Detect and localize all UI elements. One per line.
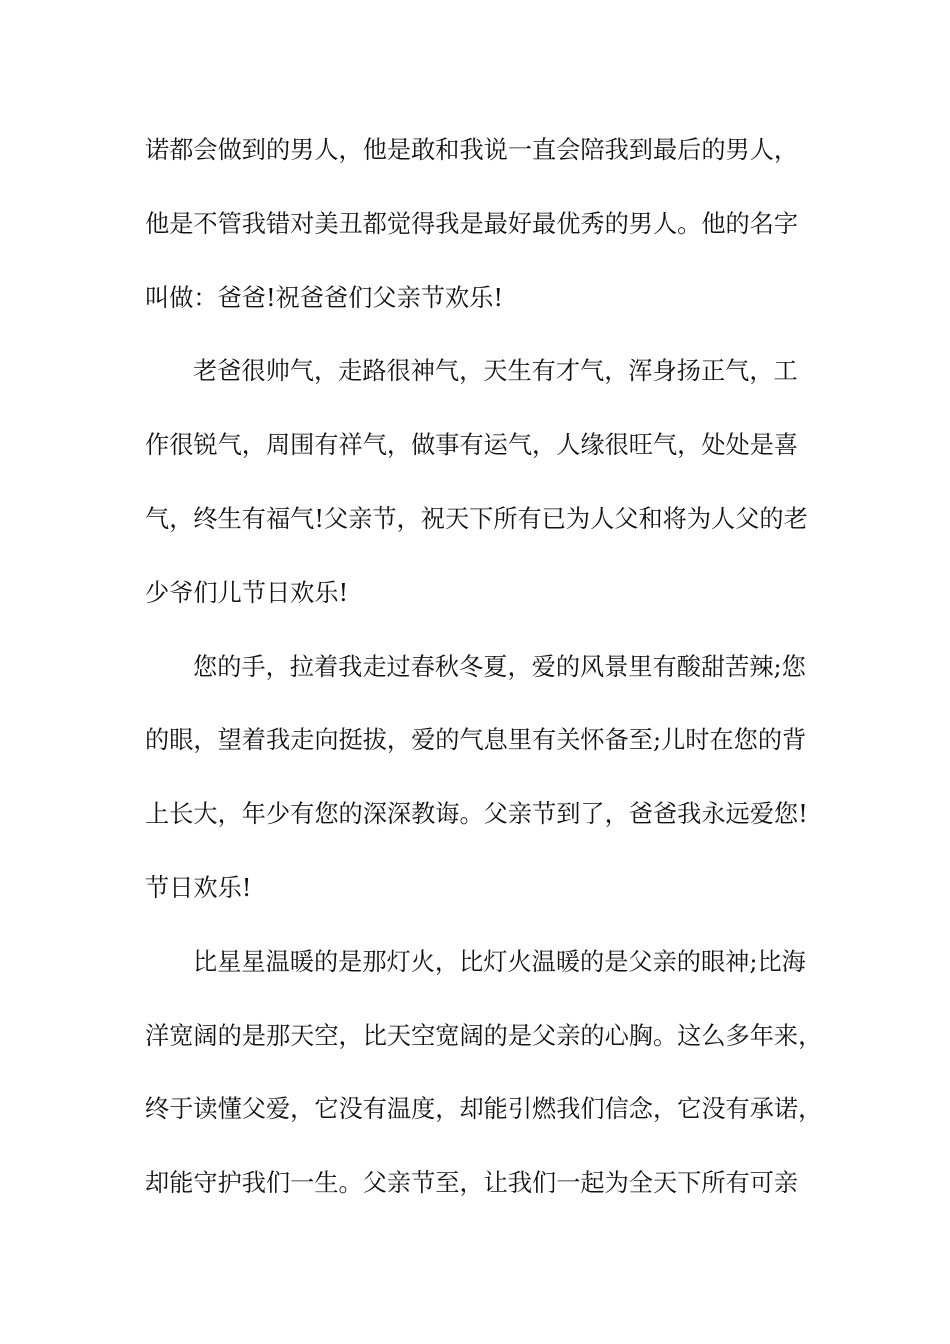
text-line: 的眼，望着我走向挺拔，爱的气息里有关怀备至;儿时在您的背 xyxy=(145,726,807,755)
text-line: 少爷们儿节日欢乐! xyxy=(145,578,349,607)
text-line: 叫做：爸爸!祝爸爸们父亲节欢乐! xyxy=(145,283,504,312)
text-line: 比星星温暖的是那灯火，比灯火温暖的是父亲的眼神;比海 xyxy=(193,947,806,976)
text-line: 作很锐气，周围有祥气，做事有运气，人缘很旺气，处处是喜 xyxy=(145,431,799,460)
text-line: 气，终生有福气!父亲节，祝天下所有已为人父和将为人父的老 xyxy=(145,504,808,533)
text-line: 终于读懂父爱，它没有温度，却能引燃我们信念，它没有承诺， xyxy=(145,1095,823,1124)
text-line: 您的手，拉着我走过春秋冬夏，爱的风景里有酸甜苦辣;您 xyxy=(193,652,806,681)
text-line: 上长大，年少有您的深深教诲。父亲节到了，爸爸我永远爱您! xyxy=(145,800,808,829)
text-line: 洋宽阔的是那天空，比天空宽阔的是父亲的心胸。这么多年来， xyxy=(145,1021,823,1050)
text-line: 他是不管我错对美丑都觉得我是最好最优秀的男人。他的名字 xyxy=(145,209,799,238)
text-line: 诺都会做到的男人，他是敢和我说一直会陪我到最后的男人， xyxy=(145,136,799,164)
body-text xyxy=(145,126,825,1233)
text-line: 节日欢乐! xyxy=(145,873,252,902)
text-line: 却能守护我们一生。父亲节至，让我们一起为全天下所有可亲 xyxy=(145,1169,799,1198)
text-line: 老爸很帅气，走路很神气，天生有才气，浑身扬正气，工 xyxy=(193,357,798,386)
